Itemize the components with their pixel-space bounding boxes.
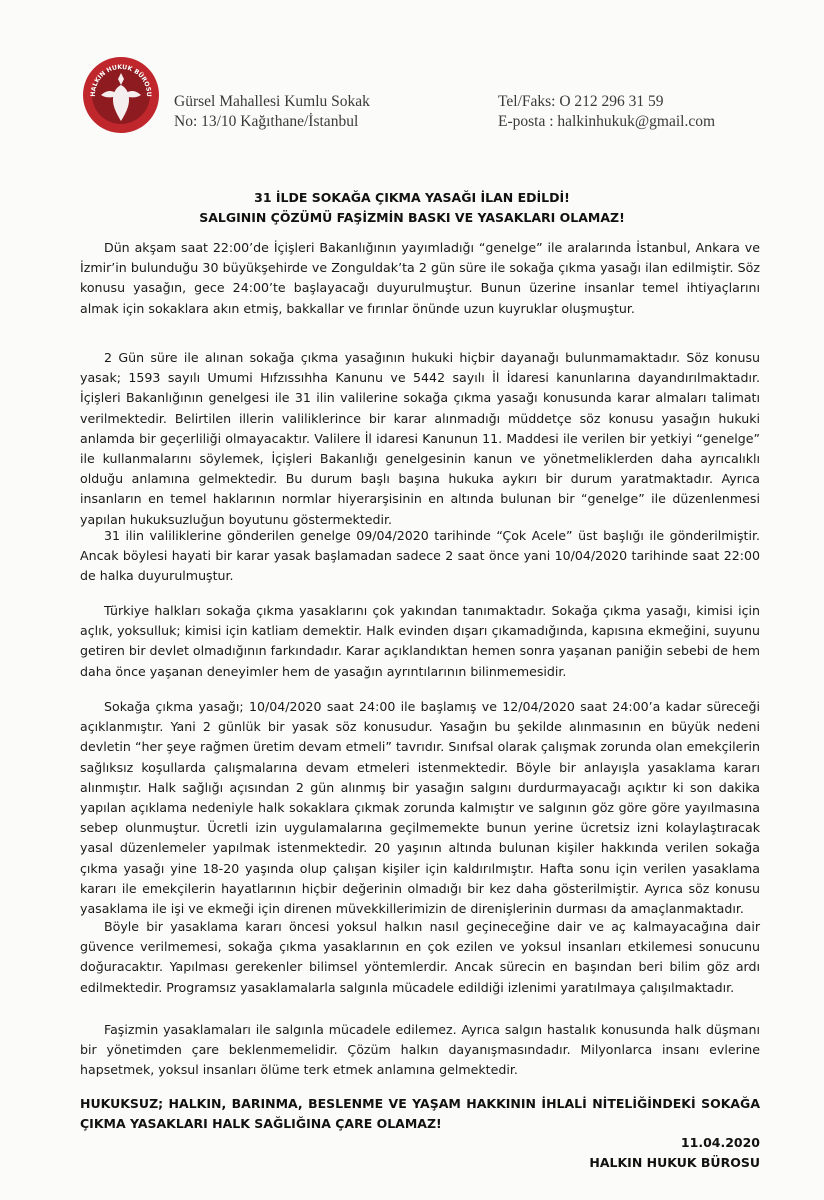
paragraph-6 xyxy=(80,917,760,998)
signoff xyxy=(589,1133,760,1173)
address-line-2: No: 13/10 Kağıthane/İstanbul xyxy=(174,113,359,130)
paragraph-text: 2 Gün süre ile alınan sokağa çıkma yasağının hukuki hiçbir dayanağı bulunmamaktadır. Söz konusu yasak; 1593 sayılı Umumi Hıfzıssıhha Kanunu ve 5442 sayılı İl İdaresi kanunlarına dayandırılmaktadır. İçişleri Bakanlığının genelgesi ile 31 ilin valilerine sokağa çıkma yasağı konusunda karar almaları talimatı verilmektedir. Belirtilen illerin valiliklerince bir karar alınmadığı müddetçe söz konusu yasağın hukuki anlamda bir geçerliliği olmayacaktır. Valilere İl idaresi Kanunun 11. Maddesi ile verilen bir yetkiyi “genelge” ile kullanmalarını söylemek, İçişleri Bakanlığı genelgesinin kanun ve yönetmeliklerden daha ayrıcalıklı olduğu anlamına gelmektedir. Bu durum başlı başına hukuka aykırı bir durum yaratmaktadır. Ayrıca insanların en temel haklarının normlar hiyerarşisinin en altında bulunan bir “genelge” ile düzenlenmesi yapılan hukuksuzluğun boyutunu göstermektedir. xyxy=(80,350,760,527)
document-heading xyxy=(0,188,824,228)
paragraph-7 xyxy=(80,1020,760,1081)
heading-line-2: SALGININ ÇÖZÜMÜ FAŞİZMİN BASKI VE YASAKLARI OLAMAZ! xyxy=(199,210,625,225)
paragraph-4 xyxy=(80,601,760,682)
paragraph-text: Dün akşam saat 22:00’de İçişleri Bakanlığının yayımladığı “genelge” ile aralarında İstanbul, Ankara ve İzmir’in bulunduğu 30 büyükşehirde ve Zonguldak’ta 2 gün süre ile sokağa çıkma yasağı ilan edilmiştir. Söz konusu yasağın, gece 24:00’te başlayacağı duyurulmuştur. Bunun üzerine insanlar temel ihtiyaçlarını almak için sokaklara akın etmiş, bakkallar ve fırınlar önünde uzun kuyruklar oluşmuştur. xyxy=(80,240,760,316)
paragraph-text: Faşizmin yasaklamaları ile salgınla mücadele edilemez. Ayrıca salgın hastalık konusunda halk düşmanı bir yönetimden çare beklenmemelidir. Çözüm halkın dayanışmasındadır. Milyonlarca insanı evlerine hapsetmek, yoksul insanları ölüme terk etmek anlamına gelmektedir. xyxy=(80,1022,760,1078)
halkin-hukuk-logo xyxy=(81,55,161,135)
paragraph-text: Böyle bir yasaklama kararı öncesi yoksul halkın nasıl geçineceğine dair ve aç kalmayacağına dair güvence verilmemesi, sokağa çıkma yasaklarının en çok ezilen ve yoksul insanları etkilemesi sonucunu doğuracaktır. Yapılması gerekenler bilimsel yöntemlerdir. Ancak sürecin en başından beri bilim göz ardı edilmektedir. Programsız yasaklamalarla salgınla mücadele edildiği izlenimi yaratılmaya çalışılmaktadır. xyxy=(80,919,760,995)
heading-line-1: 31 İLDE SOKAĞA ÇIKMA YASAĞI İLAN EDİLDİ! xyxy=(254,190,570,205)
phone-fax: Tel/Faks: O 212 296 31 59 xyxy=(498,93,664,110)
paragraph-3 xyxy=(80,526,760,587)
svg-text:HALKIN HUKUK BÜROSU: HALKIN HUKUK BÜROSU xyxy=(89,63,153,97)
paragraph-2 xyxy=(80,348,760,530)
paragraph-5 xyxy=(80,697,760,919)
office-contact xyxy=(498,92,715,132)
address-line-1: Gürsel Mahallesi Kumlu Sokak xyxy=(174,93,370,110)
paragraph-text: Sokağa çıkma yasağı; 10/04/2020 saat 24:00 ile başlamış ve 12/04/2020 saat 24:00’a kadar süreceği açıklanmıştır. Yani 2 günlük bir yasak söz konusudur. Yasağın bu şekilde alınmasının en büyük nedeni devletin “her şeye rağmen üretim devam etmeli” tavrıdır. Sınıfsal olarak çalışmak zorunda olan emekçilerin sağlıksız koşullarda çalışmalarına devam etmeleri istenmektedir. Böyle bir anlayışla yasaklama kararı alınmıştır. Halk sağlığı açısından 2 gün alınmış bir yasağın salgını durdurmayacağı açıktır ki son dakika yapılan açıklama nedeniyle halk sokaklara çıkmak zorunda kalmıştır ve salgının göz göre göre yayılmasına sebep olunmuştur. Ücretli izin uygulamalarına geçilmemekte bunun yerine ücretsiz izni kolaylaştıracak yasal düzenlemeler yapılmak istenmektedir. 20 yaşının altında bulunan kişiler hakkında verilen sokağa çıkma yasağı yine 18-20 yaşında olup çalışan kişiler için kaldırılmıştır. Hafta sonu için verilen yasaklama kararı ile emekçilerin hayatlarının hiçbir değerinin olmadığı bir kez daha gösterilmiştir. Ayrıca söz konusu yasaklama ile işi ve ekmeği için direnen müvekkillerimizin de direnişlerinin durması da amaçlanmaktadır. xyxy=(80,699,760,917)
paragraph-1 xyxy=(80,238,760,319)
closing-statement xyxy=(80,1094,760,1134)
office-address xyxy=(174,92,370,132)
paragraph-text: Türkiye halkları sokağa çıkma yasaklarını çok yakından tanımaktadır. Sokağa çıkma yasağı, kimisi için açlık, yoksulluk; kimisi için katliam demektir. Halk evinden dışarı çıkamadığında, kapısına ekmeğini, suyunu getiren bir devlet olmadığının farkındadır. Karar açıklandıktan hemen sonra yaşanan paniğin sebebi de hem daha önce yaşanan deneyimler hem de yasağın ayrıntılarının bilinmemesidir. xyxy=(80,603,760,679)
logo-emblem xyxy=(81,55,161,135)
signatory-organization: HALKIN HUKUK BÜROSU xyxy=(589,1155,760,1170)
email-address: E-posta : halkinhukuk@gmail.com xyxy=(498,113,716,130)
document-date: 11.04.2020 xyxy=(680,1135,760,1150)
closing-text: HUKUKSUZ; HALKIN, BARINMA, BESLENME VE YAŞAM HAKKININ İHLALİ NİTELİĞİNDEKİ SOKAĞA ÇIKMA YASAKLARI HALK SAĞLIĞINA ÇARE OLAMAZ! xyxy=(80,1096,760,1131)
paragraph-text: 31 ilin valiliklerine gönderilen genelge 09/04/2020 tarihinde “Çok Acele” üst başlığı ile gönderilmiştir. Ancak böylesi hayati bir karar yasak başlamadan sadece 2 saat önce yani 10/04/2020 tarihinde saat 22:00 de halka duyurulmuştur. xyxy=(80,528,760,584)
